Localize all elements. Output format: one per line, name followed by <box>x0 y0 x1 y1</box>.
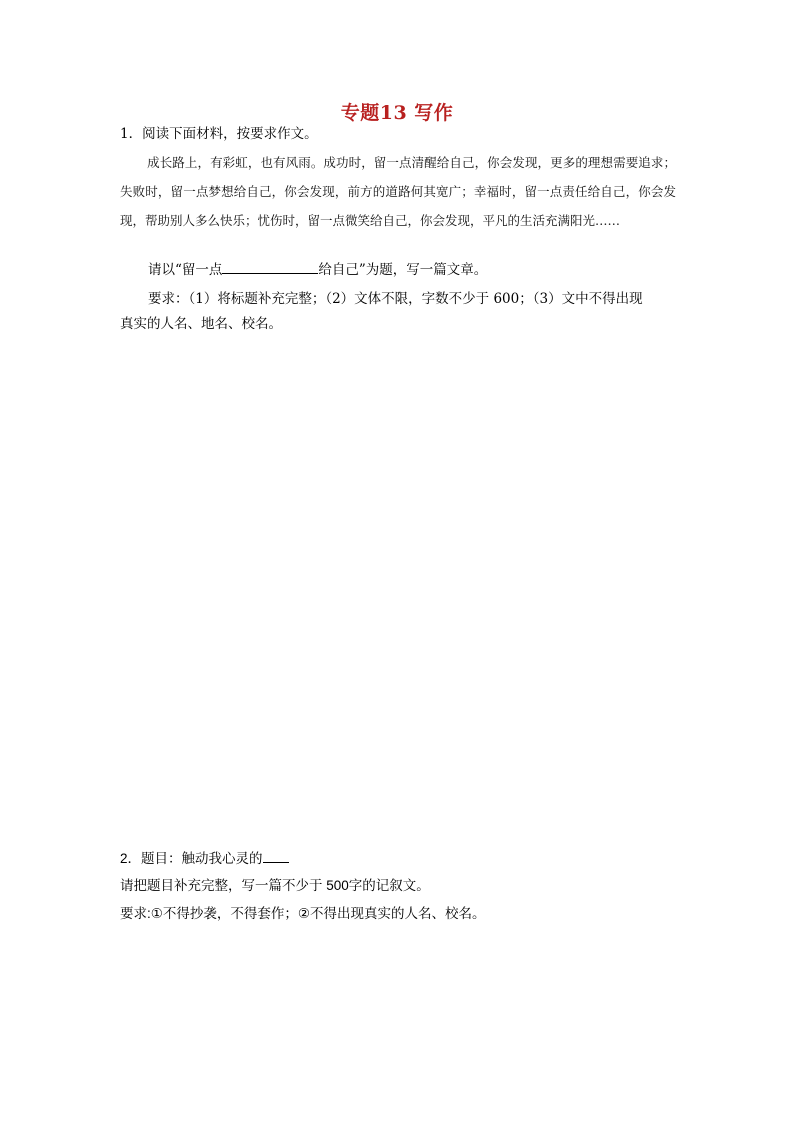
page-title: 专题13 写作 <box>340 102 454 124</box>
material-text: 成长路上，有彩虹，也有风雨。成功时，留一点清醒给自己，你会发现，更多的理想需要追求；失败时，留一点梦想给自己，你会发现，前方的道路何其宽广；幸福时，留一点责任给自己，你会发现，帮助别人多么快乐；忧伤时，留一点微笑给自己，你会发现，平凡的生活充满阳光…… <box>120 155 676 228</box>
question-2-prompt: 题目：触动我心灵的 <box>141 851 263 866</box>
title-blank-line <box>222 258 318 274</box>
question-2-number: 2． <box>120 851 142 866</box>
question-2-blank-line <box>263 848 289 863</box>
question-1-task <box>120 257 676 283</box>
question-1-heading <box>120 124 318 144</box>
question-1-requirements <box>120 286 676 312</box>
task-text-after: 给自己”为题，写一篇文章。 <box>318 262 488 278</box>
requirements-line-1: 要求：（1）将标题补充完整；（2）文体不限，字数不少于 600；（3）文中不得出现 <box>148 291 643 307</box>
question-1-material <box>120 148 676 235</box>
question-1-prompt: 阅读下面材料，按要求作文。 <box>142 126 318 142</box>
question-2-requirements: 要求:①不得抄袭，不得套作；②不得出现真实的人名、校名。 <box>120 906 486 921</box>
question-1-requirements-cont <box>120 311 676 337</box>
requirements-line-2: 真实的人名、地名、校名。 <box>120 316 282 332</box>
question-1-number: 1． <box>120 126 143 142</box>
question-2-heading <box>120 848 289 869</box>
task-text-before: 请以“留一点 <box>148 262 223 278</box>
question-2-instruction: 请把题目补充完整，写一篇不少于 500字的记叙文。 <box>120 878 430 893</box>
